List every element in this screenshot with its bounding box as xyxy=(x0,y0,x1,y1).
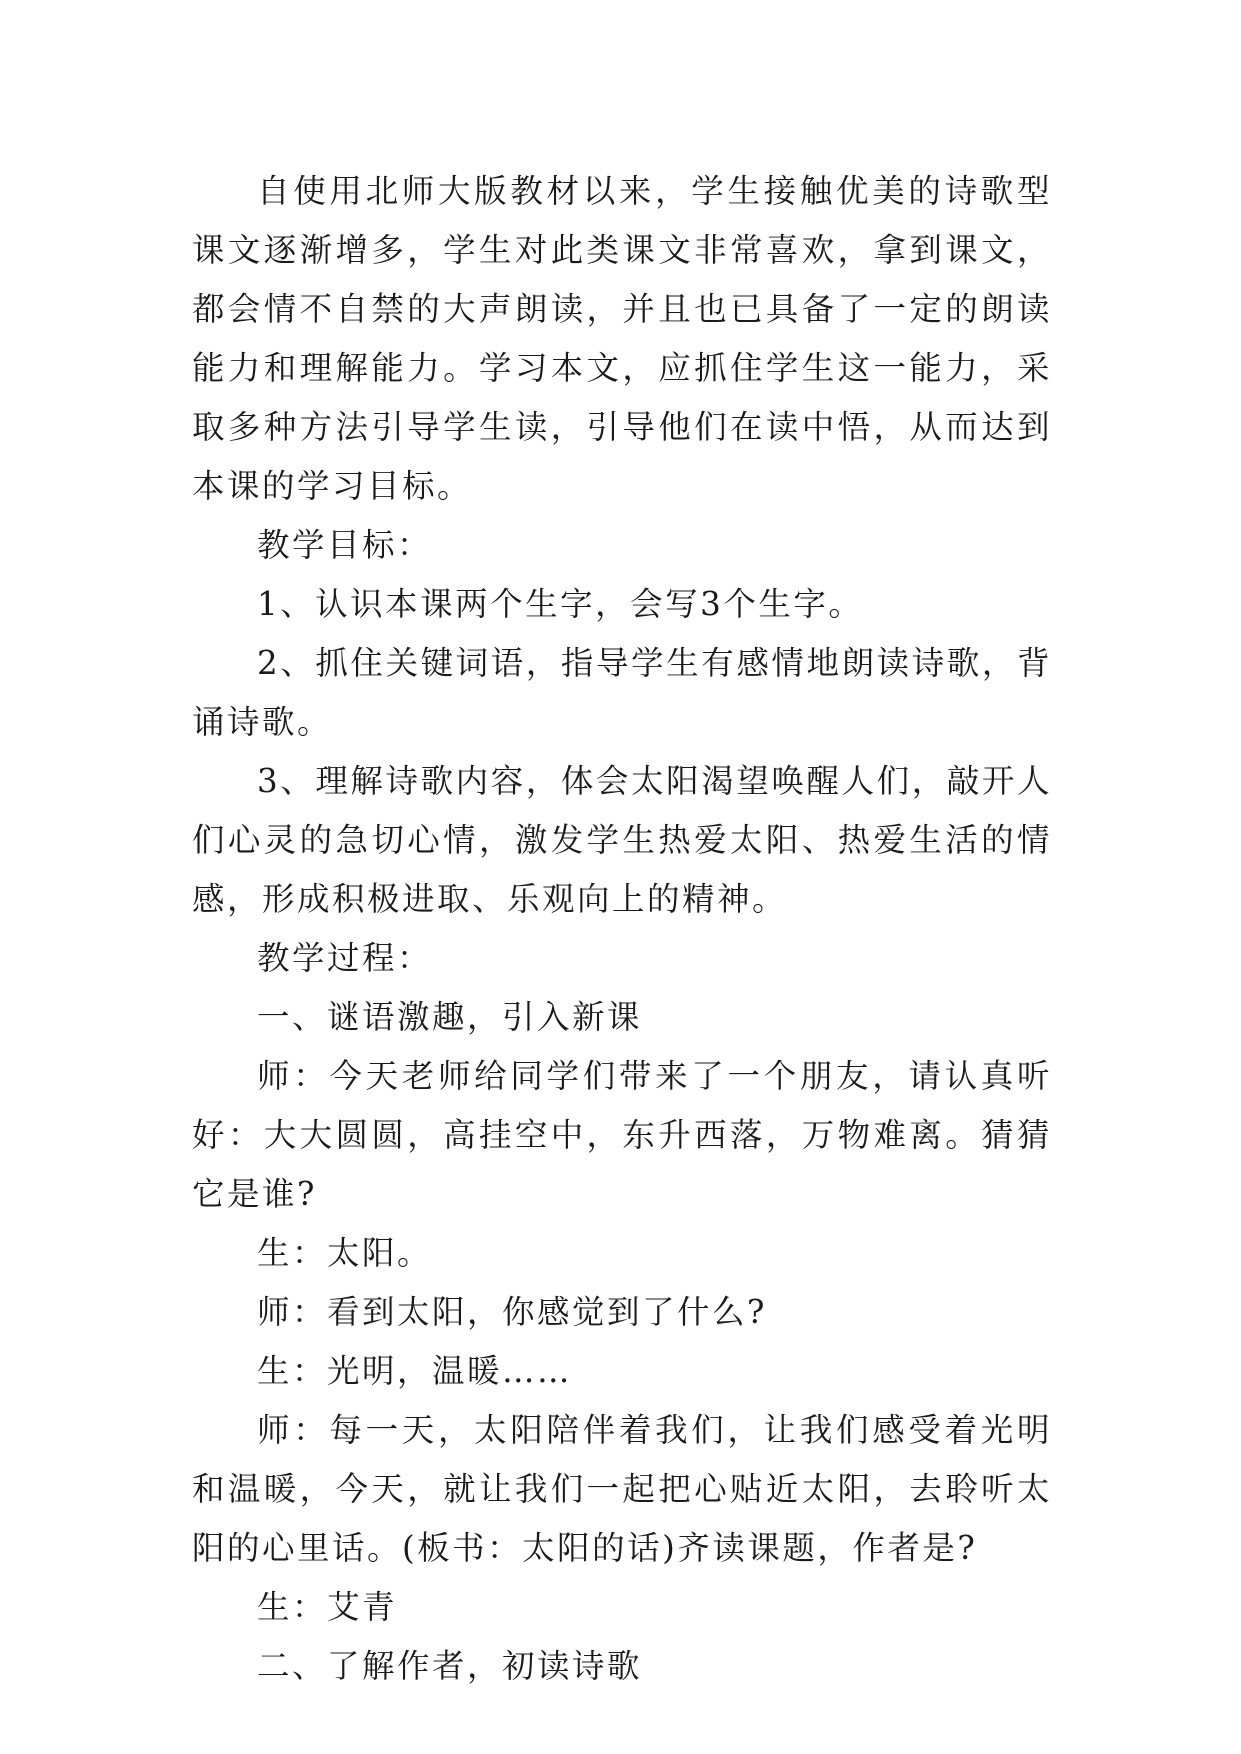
process-heading: 教学过程： xyxy=(257,939,433,977)
section-1-heading: 一、谜语激趣，引入新课 xyxy=(257,998,643,1036)
dialogue-line: 师：看到太阳，你感觉到了什么? xyxy=(257,1293,767,1331)
objective-2: 2、抓住关键词语，指导学生有感情地朗读诗歌，背诵诗歌。 xyxy=(192,644,1052,741)
dialogue-line: 师：今天老师给同学们带来了一个朋友，请认真听好：大大圆圆，高挂空中，东升西落，万物难离。猜猜它是谁? xyxy=(192,1057,1052,1213)
intro-paragraph: 自使用北师大版教材以来，学生接触优美的诗歌型课文逐渐增多，学生对此类课文非常喜欢，拿到课文，都会情不自禁的大声朗读，并且也已具备了一定的朗读能力和理解能力。学习本文，应抓住学生这一能力，采取多种方法引导学生读，引导他们在读中悟，从而达到本课的学习目标。 xyxy=(192,172,1052,505)
dialogue-line: 生：艾青 xyxy=(257,1588,398,1626)
objective-3: 3、理解诗歌内容，体会太阳渴望唤醒人们，敲开人们心灵的急切心情，激发学生热爱太阳、热爱生活的情感，形成积极进取、乐观向上的精神。 xyxy=(192,762,1052,918)
dialogue-line: 生：光明，温暖…… xyxy=(257,1352,573,1390)
objective-1: 1、认识本课两个生字，会写3个生字。 xyxy=(257,585,864,623)
objectives-heading: 教学目标： xyxy=(257,526,433,564)
dialogue-line: 师：每一天，太阳陪伴着我们，让我们感受着光明和温暖，今天，就让我们一起把心贴近太阳，去聆听太阳的心里话。(板书：太阳的话)齐读课题，作者是? xyxy=(192,1411,1052,1567)
section-2-heading: 二、了解作者，初读诗歌 xyxy=(257,1647,643,1685)
dialogue-line: 生：太阳。 xyxy=(257,1234,433,1272)
document-body xyxy=(192,162,1052,1696)
